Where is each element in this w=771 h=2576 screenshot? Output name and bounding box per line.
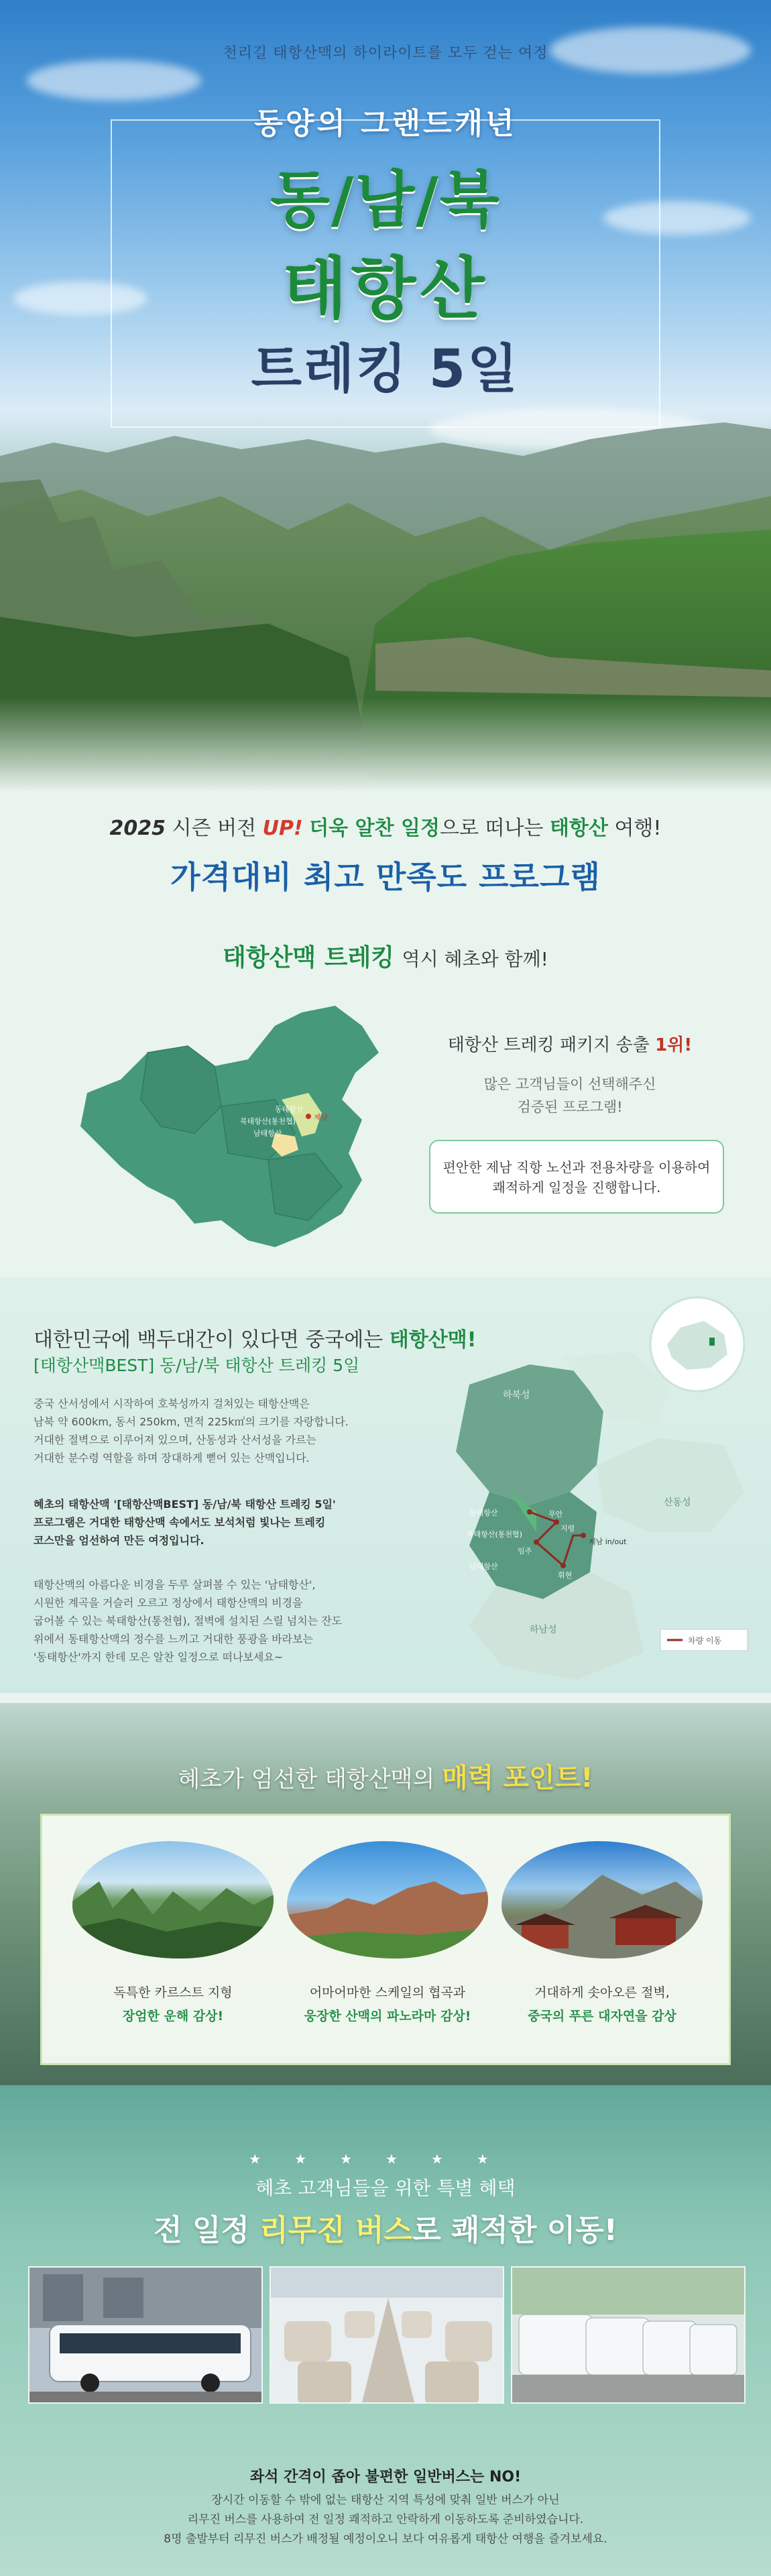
attractions-title [0,1757,771,1795]
route-subheading-pre: [태항산맥BEST] [34,1356,155,1375]
bus-note-line: 리무진 버스를 사용하여 전 일정 쾌적하고 안락하게 이동하도록 준비하였습니다. [187,2513,584,2526]
bus-title-highlight: 리무진 버스 [259,2213,413,2247]
rank-highlight: 1위! [655,1035,693,1055]
route-p3-line: 태항산맥의 아름다운 비경을 두루 살펴볼 수 있는 '남태항산', [34,1578,316,1591]
map-label-dong: 동태항산 [275,1105,304,1114]
trail-heading-green: 태항산맥 트레킹 [223,944,395,972]
attraction-card-line1: 독특한 카르스트 지형 [113,1985,233,2000]
bus-interior-photo [270,2266,504,2404]
intro-post: 여행! [614,817,662,840]
canyon-photo [287,1841,488,1958]
route-map-city: 남태항산 [469,1562,498,1571]
route-p1-line: 거대한 분수령 역할을 하며 장대하게 뻗어 있는 산맥입니다. [34,1452,310,1464]
intro-pre: 시즌 버전 [172,817,257,840]
trail-heading-rest: 역시 혜초와 함께! [402,948,548,970]
route-p2-line: 코스만을 엄선하여 만든 여정입니다. [34,1534,204,1547]
attraction-card [72,1841,274,2024]
bus-note [0,2491,771,2549]
route-section [0,1277,771,1693]
flight-info-box [429,1140,724,1214]
route-subheading [34,1352,359,1377]
route-map-city: 임주 [518,1547,532,1556]
route-subheading-highlight: 동/남/북 태항산 트레킹 5일 [160,1356,360,1375]
attraction-card [501,1841,703,2024]
bus-title [0,2206,771,2249]
route-heading-highlight: 태항산맥! [389,1328,477,1352]
mountain-landscape-image [0,416,771,791]
route-p1-line: 거대한 절벽으로 이루어져 있으며, 산동성과 산서성을 가르는 [34,1433,317,1446]
hero-section [0,0,771,791]
route-p2-line: 혜초의 태항산맥 '[태항산맥BEST] 동/남/북 태항산 트레킹 5일' [34,1498,336,1511]
attractions-title-pre: 혜초가 엄선한 태항산맥의 [178,1766,435,1793]
route-map-image [429,1291,758,1686]
intro-up: UP! [262,817,303,840]
route-map-province-henan: 하남성 [530,1625,557,1635]
route-map-legend: 차량 이동 [688,1636,722,1645]
rank-sub-line2: 검증된 프로그램! [517,1099,623,1115]
hero-title-line1: 동/남/북 [270,164,501,236]
flight-info-line2: 쾌적하게 일정을 진행합니다. [492,1179,661,1195]
route-paragraph-1 [34,1395,409,1467]
route-map-city: 동태항산 [469,1509,498,1517]
rank-sub-line1: 많은 고객님들이 선택해주신 [483,1076,656,1092]
intro-highlight2: 태항산 [549,817,608,840]
attraction-card-line2: 웅장한 산맥의 파노라마 감상! [304,2009,471,2024]
route-map-city: 제남 in/out [589,1537,627,1546]
route-heading [34,1323,476,1352]
route-p3-line: 위에서 동태항산맥의 정수를 느끼고 거대한 풍광을 바라보는 [34,1633,313,1645]
attractions-title-highlight: 매력 포인트! [442,1763,593,1794]
attraction-card-line1: 어마어마한 스케일의 협곡과 [309,1985,466,2000]
attraction-card-line2: 중국의 푸른 대자연을 감상 [528,2009,676,2024]
attraction-card-line1: 거대하게 솟아오른 절벽, [534,1985,670,2000]
rank-sub [436,1073,704,1118]
trail-heading [0,939,771,973]
route-p1-line: 중국 산서성에서 시작하여 호북성까지 걸쳐있는 태항산맥은 [34,1397,310,1410]
map-label-jinan: 제남 [314,1113,329,1122]
attractions-section [0,1703,771,2085]
intro-headline: 가격대비 최고 만족도 프로그램 [170,859,601,895]
intro-section [0,811,771,897]
attraction-card-line2: 장엄한 운해 감상! [122,2009,224,2024]
rank-text [436,1031,704,1056]
bus-title-post: 로 쾌적한 이동! [412,2213,617,2247]
route-map-city: 지령 [560,1524,575,1533]
route-heading-pre: 대한민국에 백두대간이 있다면 중국에는 [34,1328,383,1352]
bus-section [0,2085,771,2576]
route-map-city: 무안 [548,1510,563,1519]
attraction-card [287,1841,488,2024]
route-paragraph-2 [34,1495,409,1549]
bus-stars: ★★★★★★ [249,2151,522,2167]
intro-mid: 으로 떠나는 [439,817,544,840]
bus-subtitle: 혜초 고객님들을 위한 특별 혜택 [255,2177,516,2199]
china-map-image [74,999,389,1254]
route-map-city: 휘현 [558,1571,573,1580]
hero-title-line3: 트레킹 5일 [251,339,520,400]
attractions-box [40,1814,731,2065]
route-p2-line: 프로그램은 거대한 태항산맥 속에서도 보석처럼 빛나는 트레킹 [34,1516,326,1529]
hero-tagline: 천리길 태항산맥의 하이라이트를 모두 걷는 여정 [223,45,548,62]
rank-pre: 태항산 트레킹 패키지 송출 [447,1035,650,1055]
intro-highlight1: 더욱 알찬 일정 [309,817,440,840]
route-p3-line: 시원한 계곡을 거슬러 오르고 정상에서 태항산맥의 비경을 [34,1596,303,1609]
route-p3-line: 굽어볼 수 있는 북태항산(통천협), 절벽에 설치된 스릴 넘치는 잔도 [34,1615,343,1627]
route-map-province-hebei: 하북성 [503,1390,530,1401]
map-label-buk: 북태항산(통천협) [240,1117,296,1126]
bus-exterior-photo [28,2266,263,2404]
route-p3-line: '동태항산'까지 한데 모은 알찬 일정으로 떠나보세요~ [34,1651,284,1663]
cliff-temple-photo [501,1841,703,1958]
route-map-province-shandong: 산동성 [664,1497,691,1508]
intro-line [0,811,771,841]
route-paragraph-3 [34,1576,409,1666]
map-label-nam: 남태항산 [253,1129,282,1138]
hero-subtitle: 동양의 그랜드캐년 [254,107,517,141]
bus-title-pre: 전 일정 [154,2213,249,2247]
bus-note-title: 좌석 간격이 좁아 불편한 일반버스는 NO! [249,2469,522,2485]
flight-info-line1: 편안한 제남 직항 노선과 전용차량을 이용하여 [442,1159,711,1175]
route-p1-line: 남북 약 600km, 동서 250km, 면적 225k㎡의 크기를 자랑합니다. [34,1415,349,1428]
karst-photo [72,1841,274,1958]
hero-title-line2: 태항산 [282,249,489,328]
bus-note-line: 장시간 이동할 수 밖에 없는 태항산 지역 특성에 맞춰 일반 버스가 아닌 [211,2494,560,2507]
bus-note-line: 8명 출발부터 리무진 버스가 배정될 예정이오니 보다 여유롭게 태항산 여행을 즐겨보세요. [164,2532,607,2546]
route-map-city: 북태항산(통천협) [467,1530,522,1539]
bus-fleet-photo [511,2266,746,2404]
intro-year: 2025 [109,817,166,840]
